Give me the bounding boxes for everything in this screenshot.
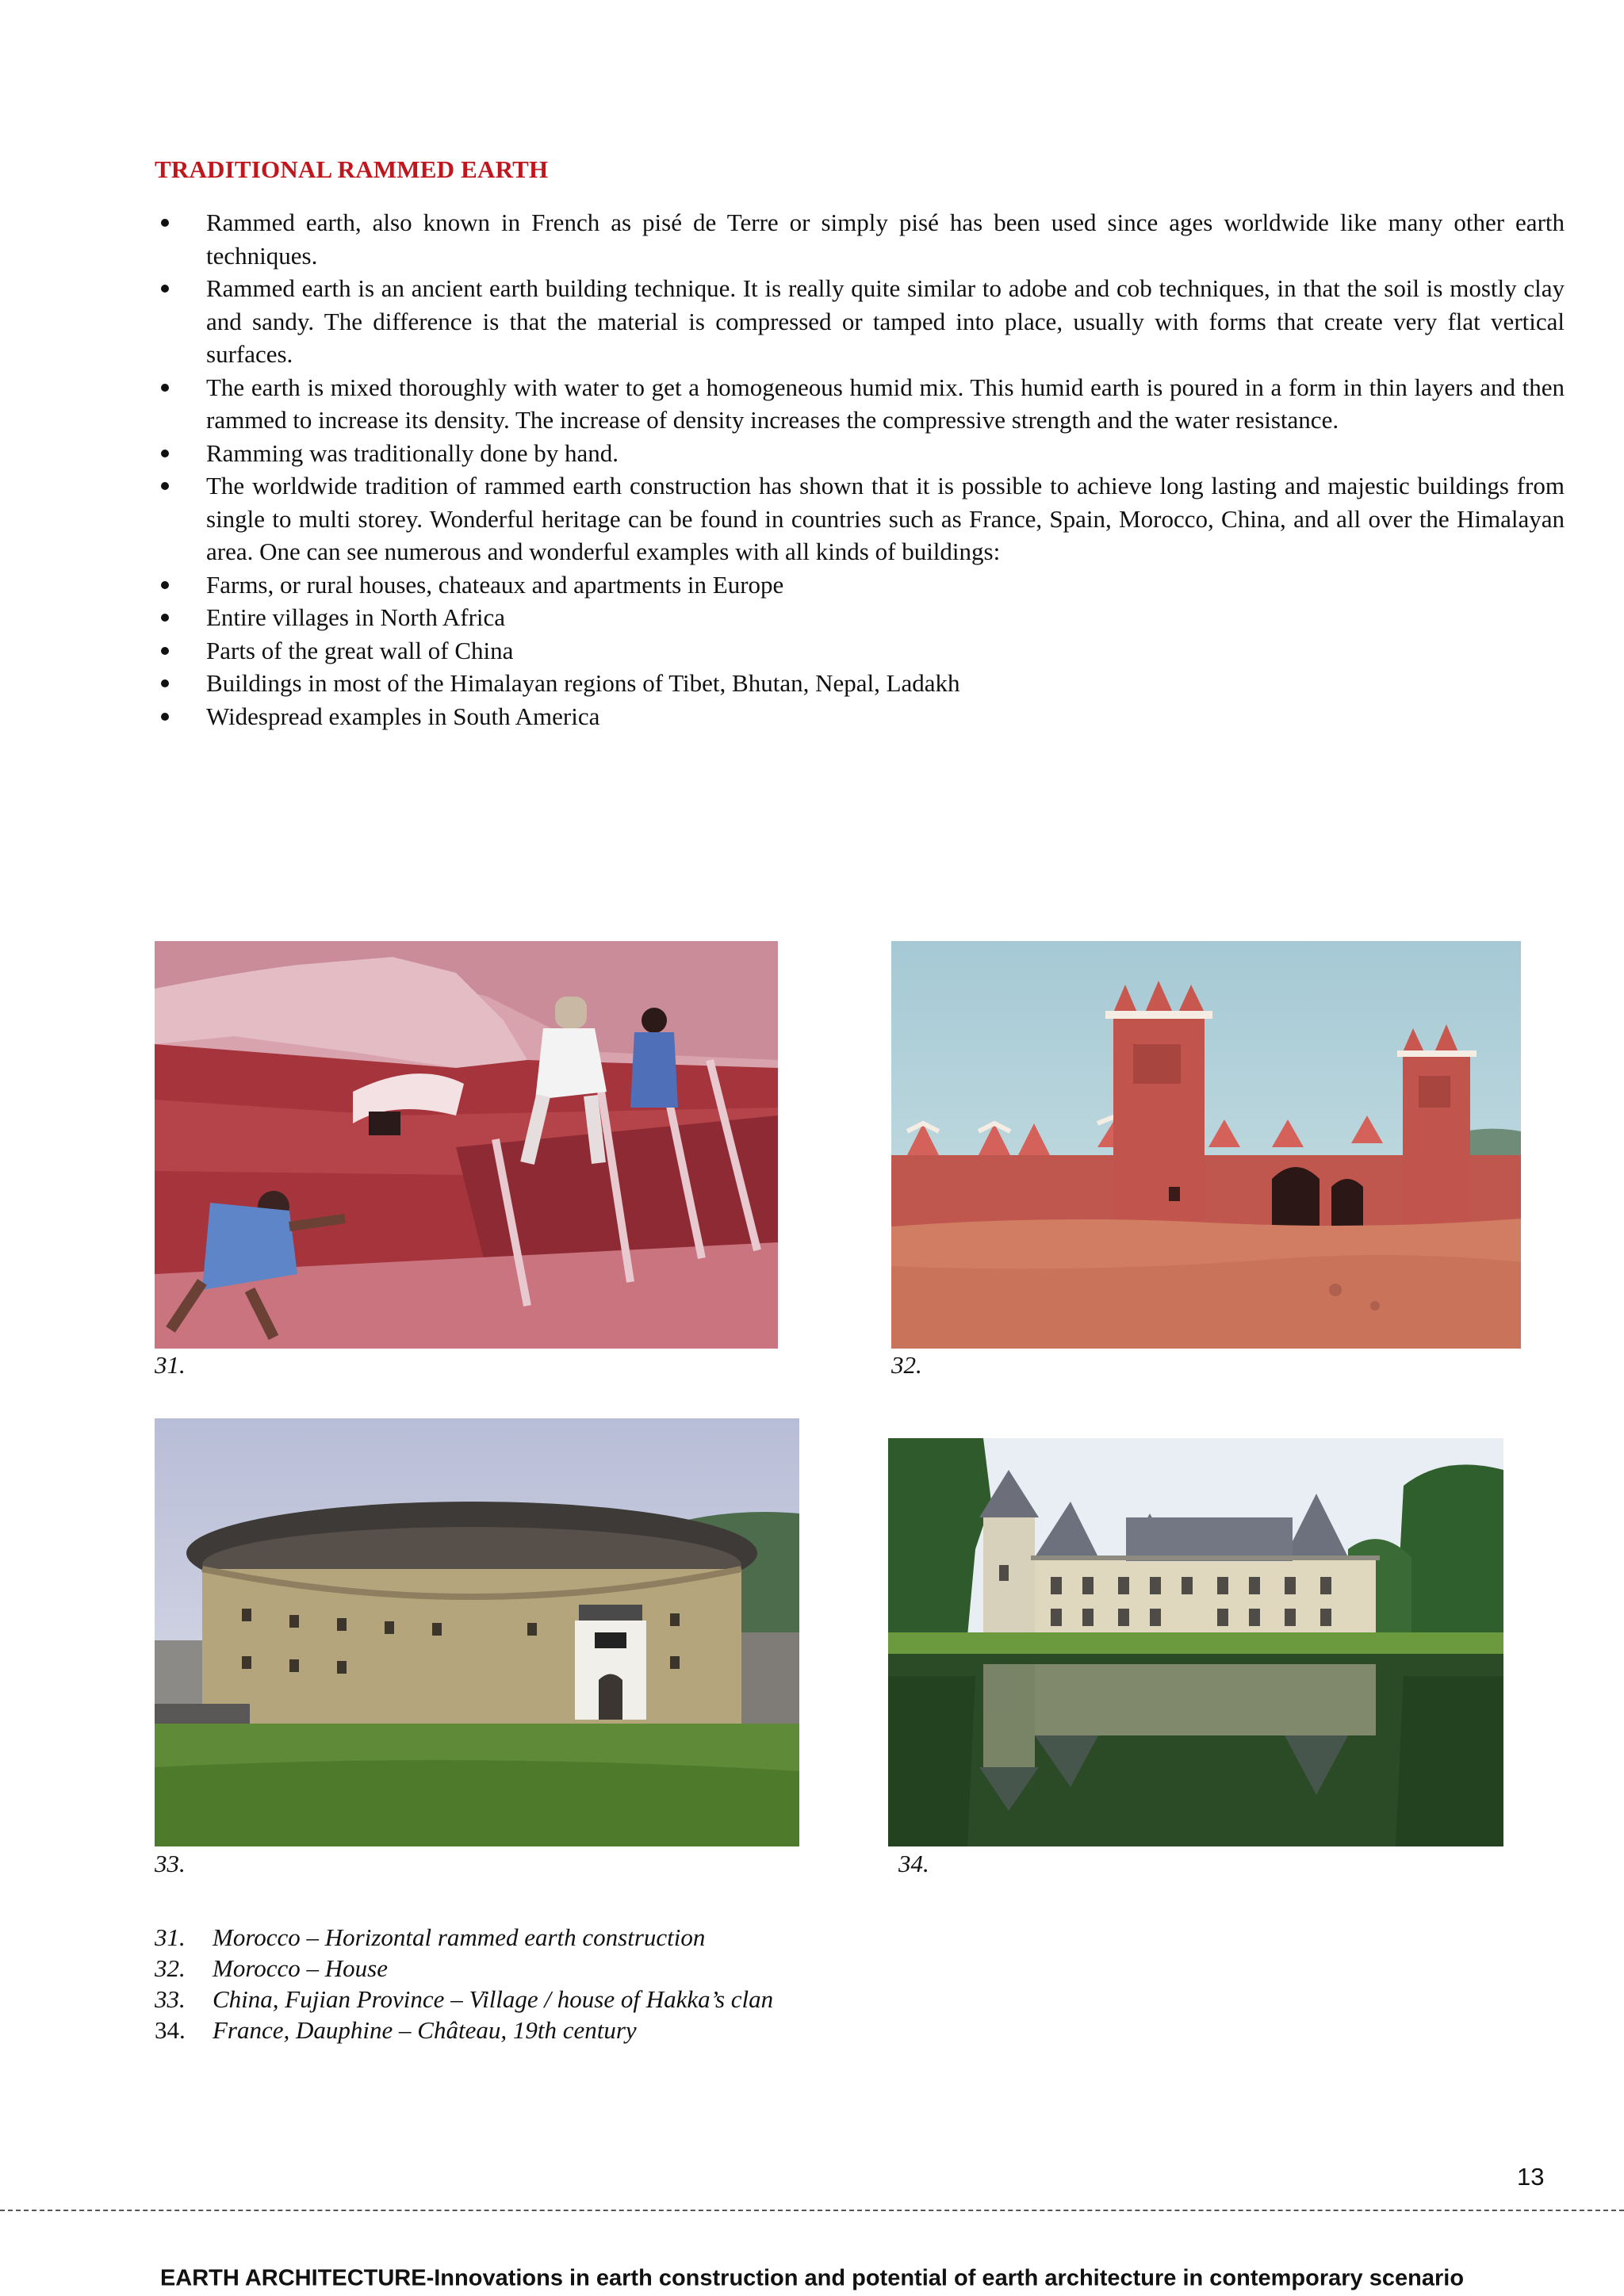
- bullet-icon: [161, 482, 169, 490]
- list-item: Ramming was traditionally done by hand.: [155, 437, 1565, 470]
- photo-french-chateau: [888, 1438, 1503, 1846]
- bullet-icon: [161, 219, 169, 227]
- figure-caption: 31. Morocco – Horizontal rammed earth construction: [155, 1923, 706, 1951]
- figure-caption-list: [155, 1922, 773, 2045]
- list-item: Entire villages in North Africa: [155, 601, 1565, 634]
- bullet-icon: [161, 614, 169, 622]
- figure-number: 31.: [155, 1351, 186, 1379]
- bullet-icon: [161, 285, 169, 293]
- list-item: The worldwide tradition of rammed earth construction has shown that it is possible to achieve long lasting and majestic buildings from single to multi storey. Wonderful heritage can be found in countries such as France, Spain, Morocco, China, and all over the Himalayan area. One can see numerous and wonderful examples with all kinds of buildings:: [155, 469, 1565, 568]
- photo-morocco-house: [891, 941, 1521, 1349]
- list-item: Widespread examples in South America: [155, 700, 1565, 733]
- figure-caption: 32. Morocco – House: [155, 1954, 388, 1982]
- footer-divider: [0, 2210, 1624, 2211]
- list-item: Rammed earth, also known in French as pisé de Terre or simply pisé has been used since ages worldwide like many other earth techniques.: [155, 206, 1565, 272]
- bullet-icon: [161, 713, 169, 721]
- figure-number: 33.: [155, 1850, 186, 1877]
- bullet-icon: [161, 679, 169, 687]
- bullet-list: [155, 206, 1565, 733]
- figure-caption: 34. France, Dauphine – Château, 19th century: [155, 2016, 637, 2044]
- bullet-icon: [161, 450, 169, 457]
- bullet-icon: [161, 581, 169, 589]
- list-item: Rammed earth is an ancient earth building technique. It is really quite similar to adobe and cob techniques, in that the soil is mostly clay and sandy. The difference is that the material is compressed or tamped into place, usually with forms that create very flat vertical surfaces.: [155, 272, 1565, 371]
- page-number: 13: [1517, 2163, 1545, 2191]
- list-item: The earth is mixed thoroughly with water to get a homogeneous humid mix. This humid earth is poured in a form in thin layers and then rammed to increase its density. The increase of density increases the compressive strength and the water resistance.: [155, 371, 1565, 437]
- figure-number: 32.: [891, 1351, 922, 1379]
- section-heading: TRADITIONAL RAMMED EARTH: [155, 155, 549, 183]
- bullet-icon: [161, 647, 169, 655]
- list-item: Parts of the great wall of China: [155, 634, 1565, 668]
- figure-number: 34.: [898, 1850, 929, 1877]
- bullet-icon: [161, 384, 169, 392]
- footer-title: EARTH ARCHITECTURE-Innovations in earth construction and potential of earth architecture in contemporary scenario: [159, 2265, 1465, 2291]
- list-item: Buildings in most of the Himalayan regions of Tibet, Bhutan, Nepal, Ladakh: [155, 667, 1565, 700]
- photo-fujian-tulou: [155, 1418, 799, 1846]
- list-item: Farms, or rural houses, chateaux and apartments in Europe: [155, 568, 1565, 602]
- photo-rammed-earth-construction: [155, 941, 778, 1349]
- figure-caption: 33. China, Fujian Province – Village / house of Hakka’s clan: [155, 1985, 774, 2013]
